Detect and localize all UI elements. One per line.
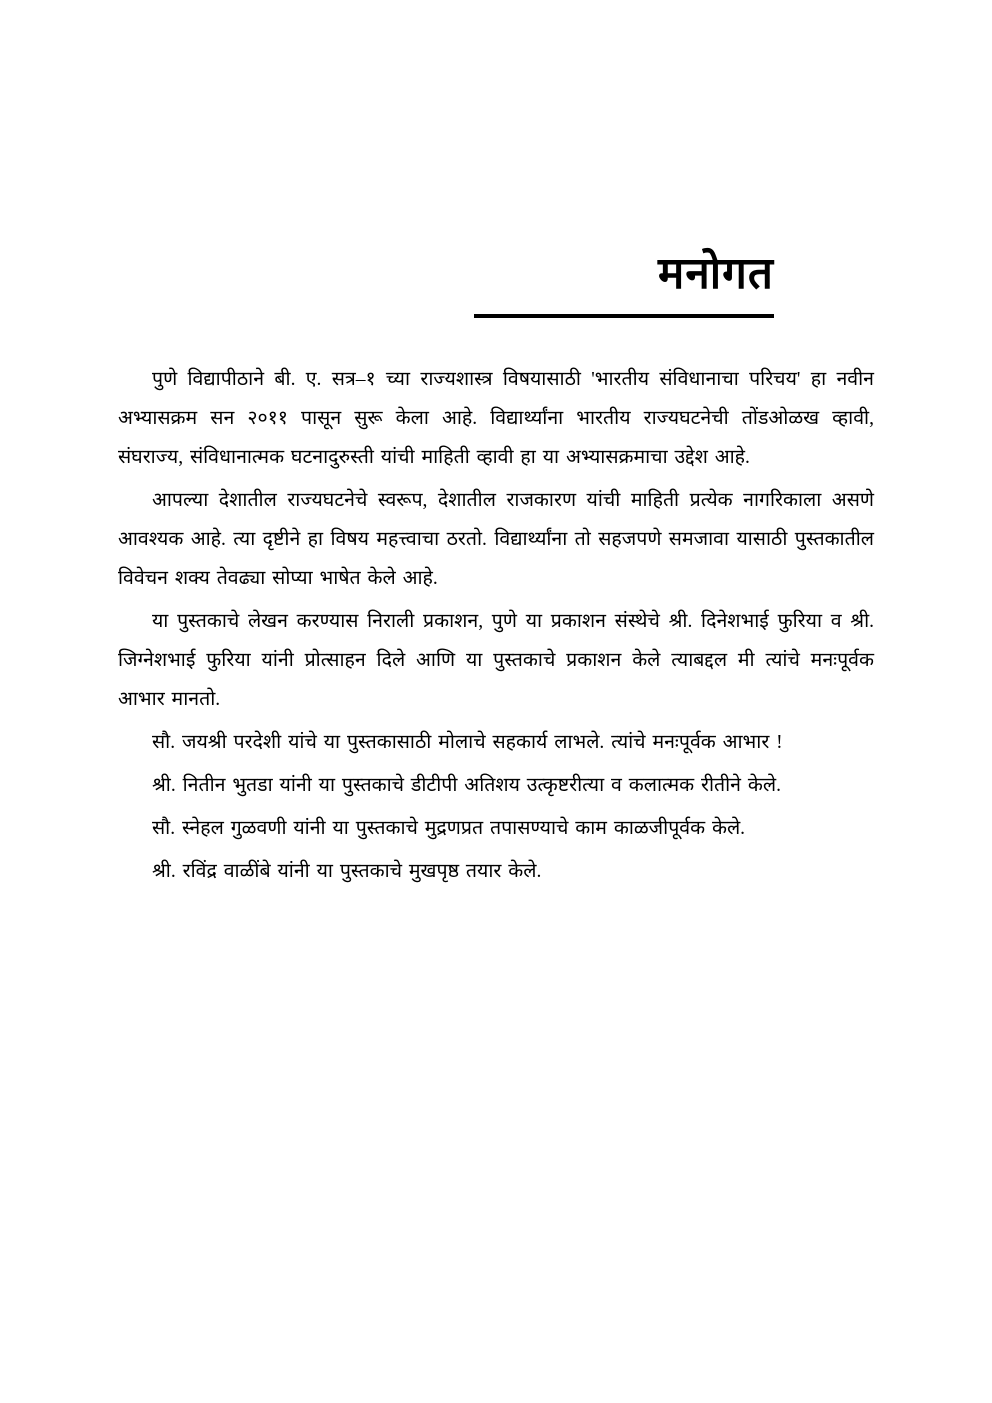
paragraph: या पुस्तकाचे लेखन करण्यास निराली प्रकाशन, पुणे या प्रकाशन संस्थेचे श्री. दिनेशभाई फुरिया व श्री. जिग्नेशभाई फुरिया यांनी प्रोत्साहन दिले आणि या पुस्तकाचे प्रकाशन केले त्याबद्दल मी त्यांचे मनःपूर्वक आभार मानतो. bbox=[118, 611, 874, 711]
body-text bbox=[118, 360, 874, 891]
paragraph: पुणे विद्यापीठाने बी. ए. सत्र–१ च्या राज्यशास्त्र विषयासाठी 'भारतीय संविधानाचा परिचय' हा नवीन अभ्यासक्रम सन २०११ पासून सुरू केला आहे. विद्यार्थ्यांना भारतीय राज्यघटनेची तोंडओळख व्हावी, संघराज्य, संविधानात्मक घटनादुरुस्ती यांची माहिती व्हावी हा या अभ्यासक्रमाचा उद्देश आहे. bbox=[118, 369, 874, 469]
paragraph: श्री. रविंद्र वाळींबे यांनी या पुस्तकाचे मुखपृष्ठ तयार केले. bbox=[152, 861, 542, 883]
title-underline-wrap bbox=[118, 314, 874, 318]
paragraph: सौ. जयश्री परदेशी यांचे या पुस्तकासाठी मोलाचे सहकार्य लाभले. त्यांचे मनःपूर्वक आभार ! bbox=[152, 732, 783, 754]
title-block bbox=[118, 250, 874, 312]
paragraph: सौ. स्नेहल गुळवणी यांनी या पुस्तकाचे मुद्रणप्रत तपासण्याचे काम काळजीपूर्वक केले. bbox=[152, 818, 746, 840]
paragraph: आपल्या देशातील राज्यघटनेचे स्वरूप, देशातील राजकारण यांची माहिती प्रत्येक नागरिकाला असणे आवश्यक आहे. त्या दृष्टीने हा विषय महत्त्वाचा ठरतो. विद्यार्थ्यांना तो सहजपणे समजावा यासाठी पुस्तकातील विवेचन शक्य तेवढ्या सोप्या भाषेत केले आहे. bbox=[118, 490, 874, 590]
paragraph: श्री. नितीन भुतडा यांनी या पुस्तकाचे डीटीपी अतिशय उत्कृष्टरीत्या व कलात्मक रीतीने केले. bbox=[152, 775, 781, 797]
page-title: मनोगत bbox=[658, 249, 774, 298]
title-underline bbox=[474, 314, 774, 318]
